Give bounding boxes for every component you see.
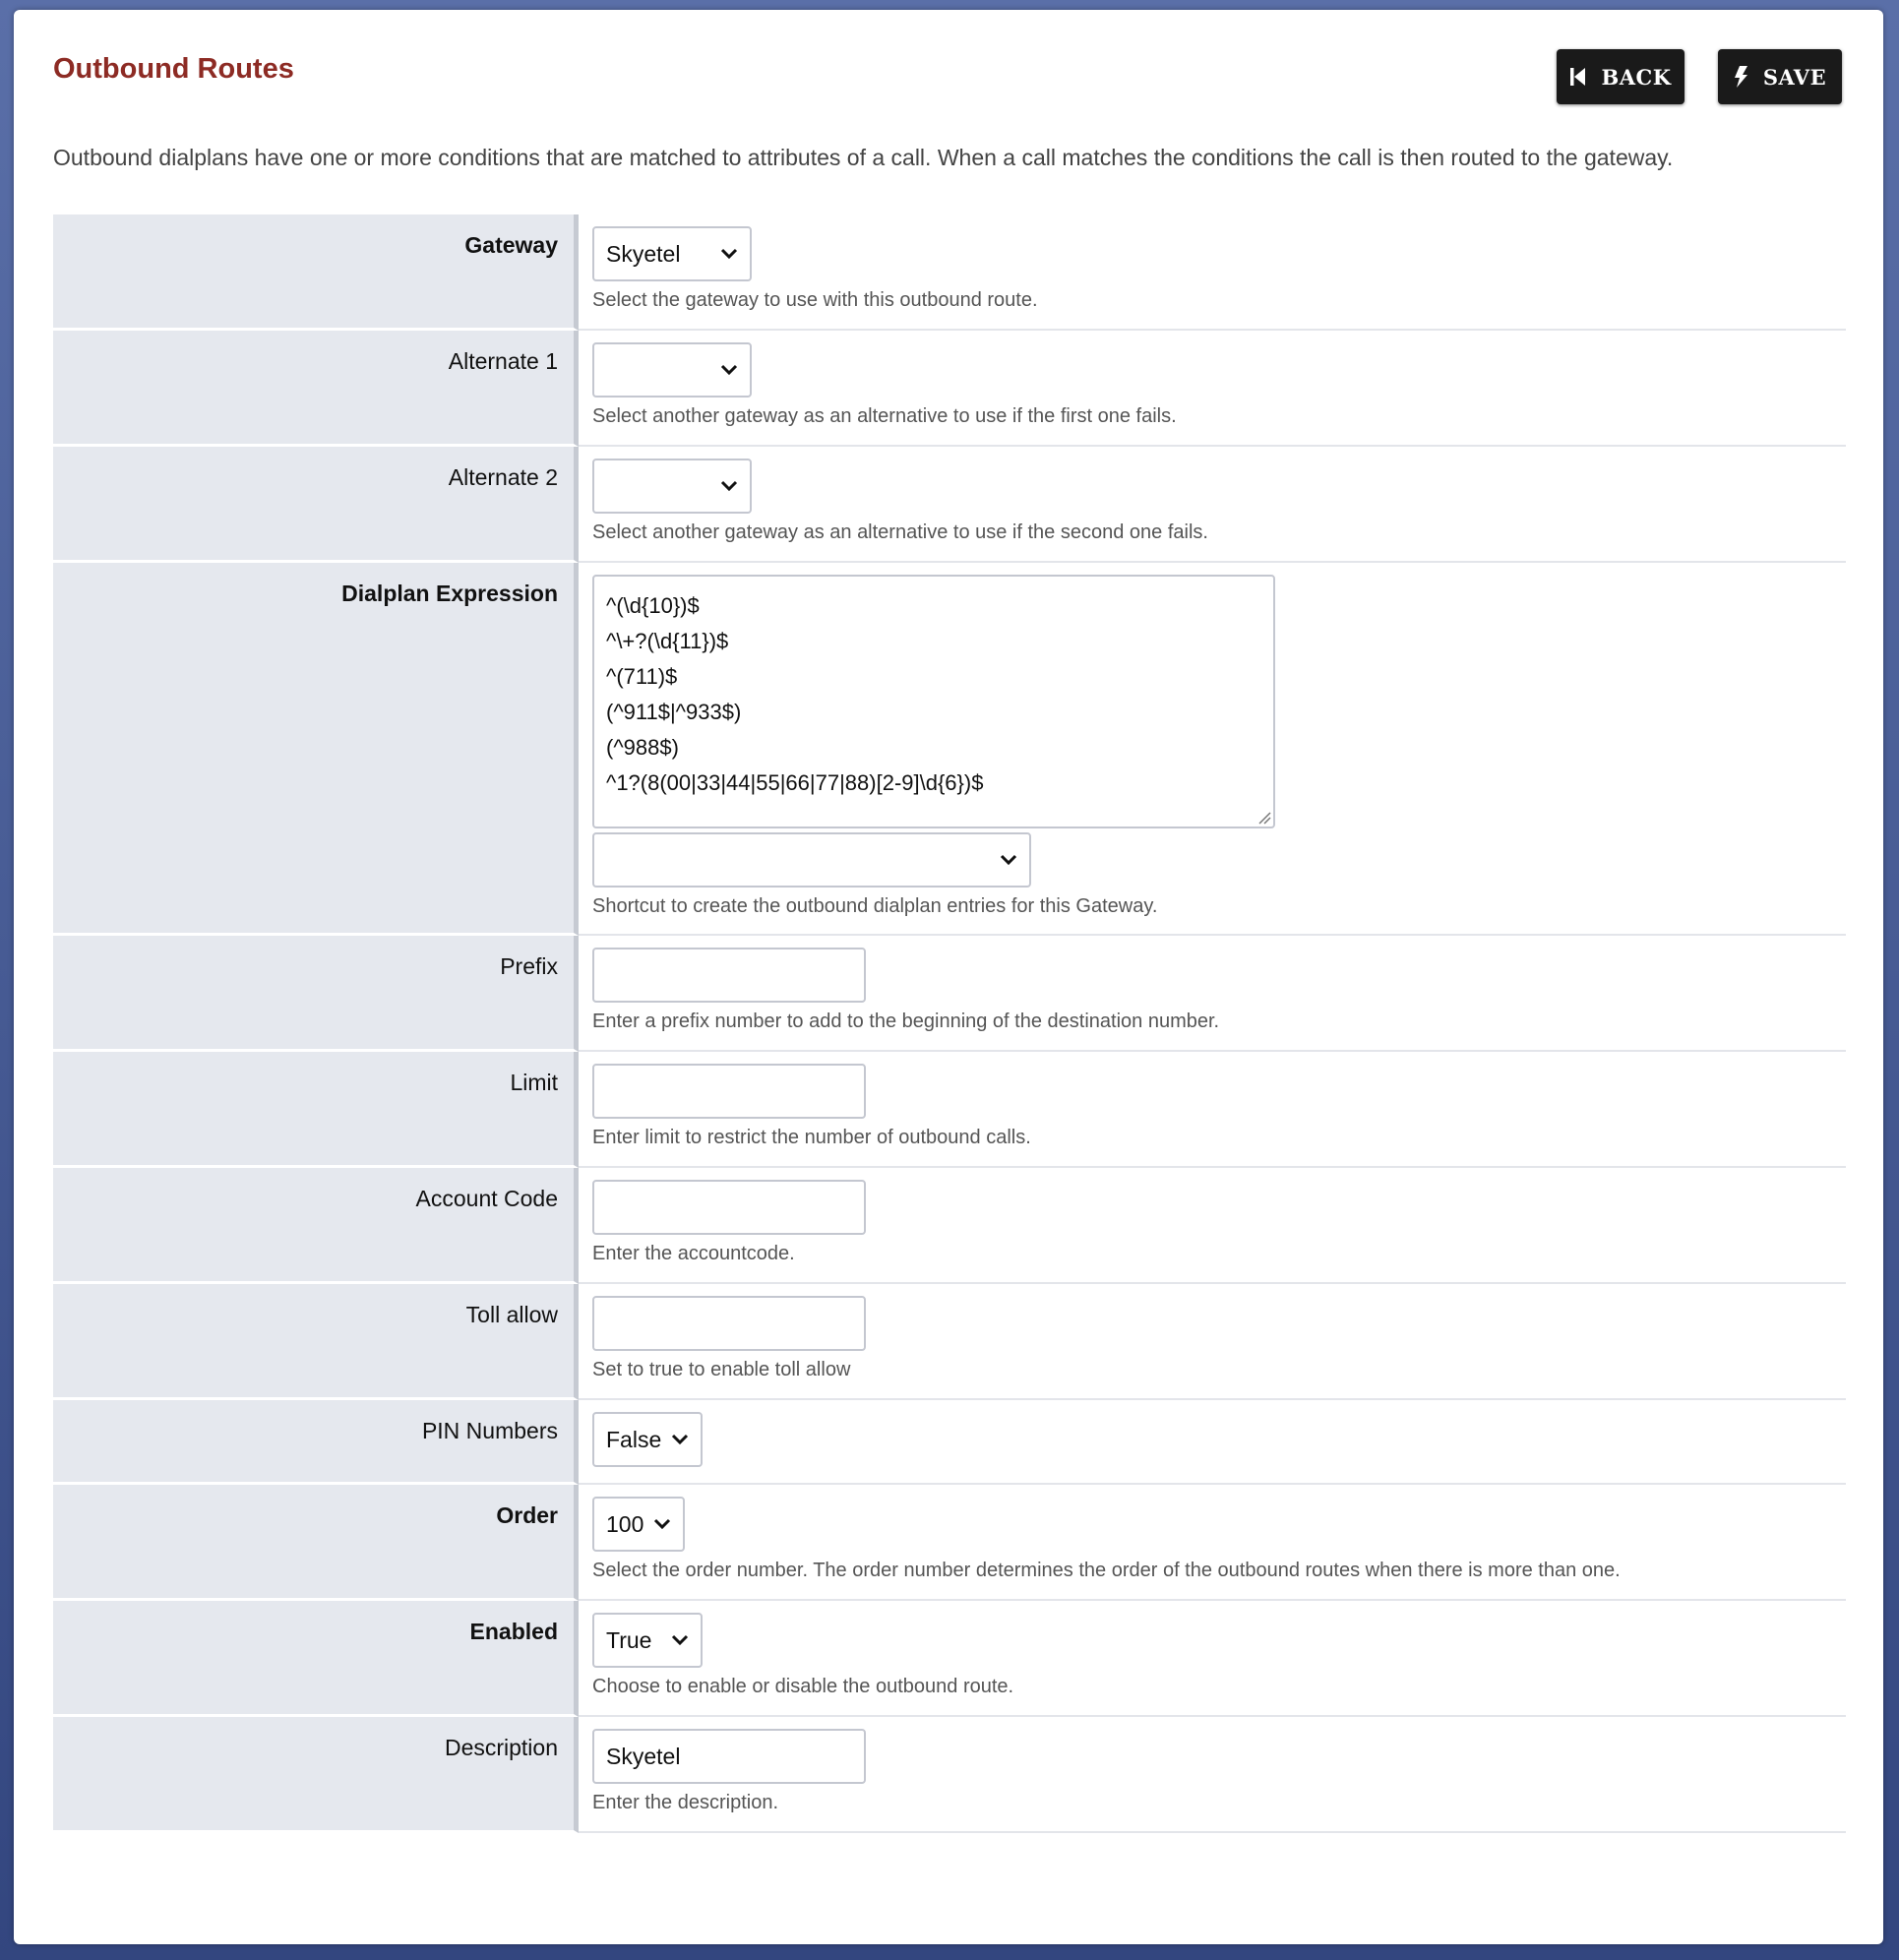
row-gateway [53,214,1846,331]
row-pin-numbers [53,1400,1846,1485]
row-prefix [53,936,1846,1052]
limit-label: Limit [53,1052,579,1168]
main-panel [14,10,1883,1944]
skip-back-icon [1569,66,1587,88]
save-button[interactable] [1718,49,1842,104]
alternate-2-description: Select another gateway as an alternative to use if the second one fails. [592,521,1208,543]
dialplan-line: ^(711)$ [606,664,678,689]
row-toll-allow [53,1284,1846,1400]
resize-grip-icon[interactable] [1257,811,1271,825]
back-button-label: BACK [1601,64,1672,90]
chevron-down-icon [1000,854,1017,866]
prefix-label: Prefix [53,936,579,1052]
alternate-2-select[interactable] [592,459,752,514]
enabled-description: Choose to enable or disable the outbound route. [592,1676,1014,1697]
pin-numbers-label: PIN Numbers [53,1400,579,1485]
row-dialplan-expression [53,563,1846,936]
account-code-label: Account Code [53,1168,579,1284]
chevron-down-icon [671,1634,689,1646]
description-input[interactable]: Skyetel [592,1729,866,1784]
outbound-route-form [53,214,1846,1833]
toll-allow-description: Set to true to enable toll allow [592,1359,851,1380]
enabled-select[interactable] [592,1613,703,1668]
row-order [53,1485,1846,1601]
toll-allow-label: Toll allow [53,1284,579,1400]
prefix-input[interactable] [592,948,866,1003]
gateway-label: Gateway [53,214,579,331]
alternate-2-label: Alternate 2 [53,447,579,563]
order-description: Select the order number. The order number determines the order of the outbound routes when there is more than one. [592,1560,1621,1581]
order-label: Order [53,1485,579,1601]
dialplan-expression-label: Dialplan Expression [53,563,579,936]
limit-description: Enter limit to restrict the number of outbound calls. [592,1127,1031,1148]
dialplan-expression-textarea[interactable] [592,575,1275,828]
intro-text: Outbound dialplans have one or more conditions that are matched to attributes of a call. When a call matches the conditions the call is then routed to the gateway. [53,145,1674,170]
alternate-1-label: Alternate 1 [53,331,579,447]
row-enabled [53,1601,1846,1717]
lightning-bolt-icon [1734,65,1749,89]
page-title: Outbound Routes [53,53,294,85]
limit-input[interactable] [592,1064,866,1119]
enabled-select-value: True [606,1626,652,1653]
account-code-input[interactable] [592,1180,866,1235]
dialplan-shortcut-select[interactable] [592,832,1031,888]
description-label: Description [53,1717,579,1833]
row-alternate-2 [53,447,1846,563]
chevron-down-icon [671,1434,689,1445]
save-button-label: SAVE [1762,64,1827,90]
chevron-down-icon [720,248,738,260]
dialplan-description: Shortcut to create the outbound dialplan entries for this Gateway. [592,895,1158,917]
row-limit [53,1052,1846,1168]
gateway-select-value: Skyetel [606,240,681,267]
chevron-down-icon [653,1518,671,1530]
dialplan-line: ^(\d{10})$ [606,593,700,618]
account-code-description: Enter the accountcode. [592,1243,795,1264]
alternate-1-description: Select another gateway as an alternative to use if the first one fails. [592,405,1177,427]
enabled-label: Enabled [53,1601,579,1717]
dialplan-line: (^988$) [606,735,679,760]
order-select-value: 100 [606,1510,644,1537]
alternate-1-select[interactable] [592,342,752,398]
pin-numbers-select[interactable] [592,1412,703,1467]
dialplan-line: ^1?(8(00|33|44|55|66|77|88)[2-9]\d{6})$ [606,770,984,795]
order-select[interactable] [592,1497,685,1552]
gateway-select[interactable] [592,226,752,281]
row-account-code [53,1168,1846,1284]
row-alternate-1 [53,331,1846,447]
chevron-down-icon [720,480,738,492]
chevron-down-icon [720,364,738,376]
toll-allow-input[interactable] [592,1296,866,1351]
prefix-description: Enter a prefix number to add to the beginning of the destination number. [592,1011,1220,1032]
description-help: Enter the description. [592,1792,778,1813]
back-button[interactable] [1557,49,1685,104]
row-description [53,1717,1846,1833]
dialplan-line: ^\+?(\d{11})$ [606,629,729,653]
gateway-description: Select the gateway to use with this outbound route. [592,289,1038,311]
pin-numbers-select-value: False [606,1426,662,1452]
dialplan-line: (^911$|^933$) [606,700,742,724]
